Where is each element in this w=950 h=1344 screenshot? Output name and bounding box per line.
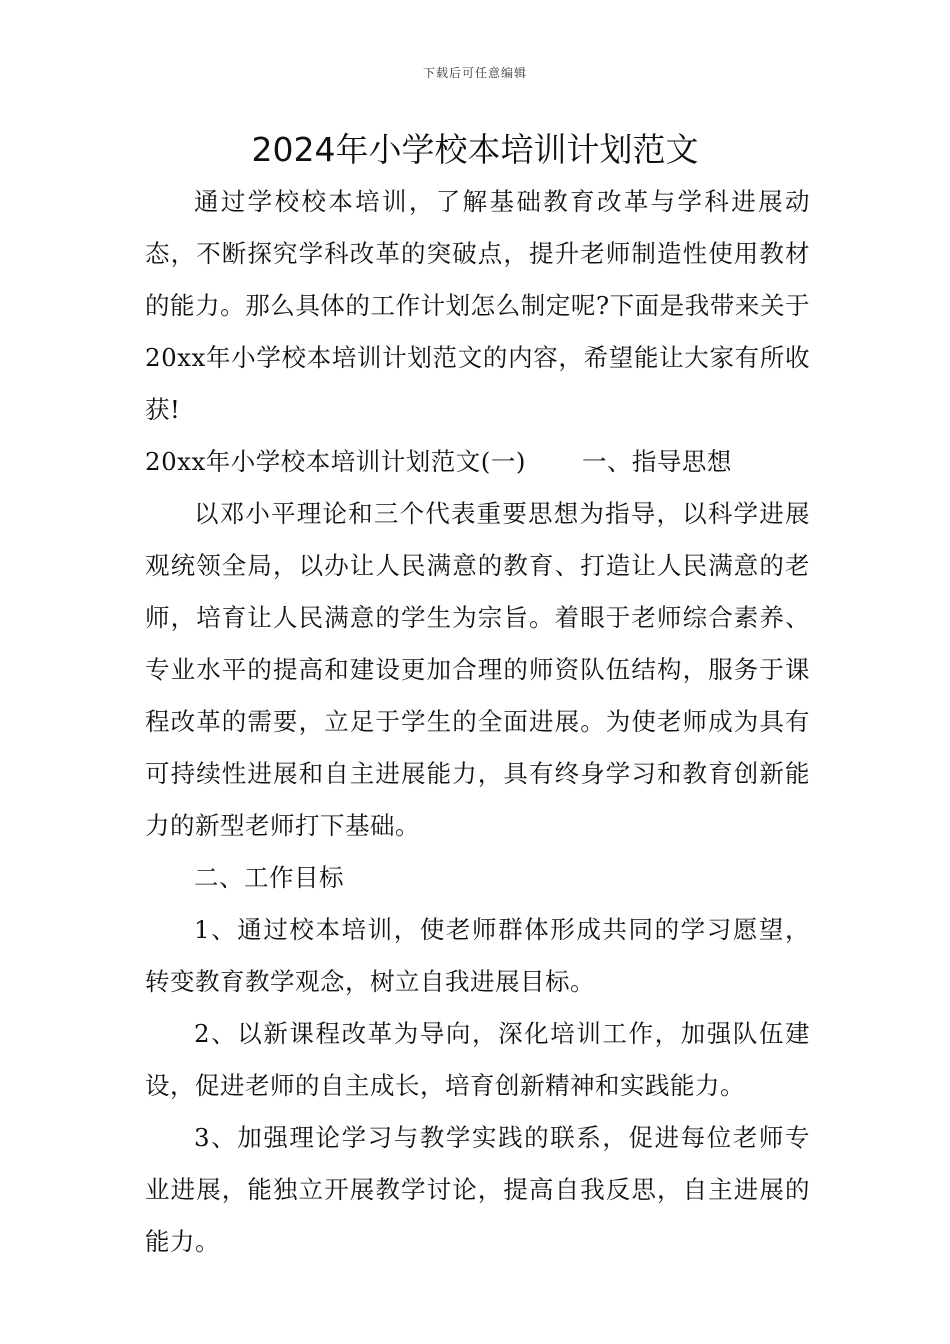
section-heading: 20xx年小学校本培训计划范文(一) (145, 447, 526, 476)
section-one-heading: 一、指导思想 (581, 447, 732, 476)
intro-paragraph: 通过学校校本培训，了解基础教育改革与学科进展动态，不断探究学科改革的突破点，提升老师制造性使用教材的能力。那么具体的工作计划怎么制定呢?下面是我带来关于20xx年小学校本培训计划范文的内容，希望能让大家有所收获! (145, 187, 810, 424)
goal-1-paragraph: 1、通过校本培训，使老师群体形成共同的学习愿望，转变教育教学观念，树立自我进展目标。 (145, 915, 810, 996)
guiding-thought-paragraph: 以邓小平理论和三个代表重要思想为指导，以科学进展观统领全局，以办让人民满意的教育、打造让人民满意的老师，培育让人民满意的学生为宗旨。着眼于老师综合素养、专业水平的提高和建设更加合理的师资队伍结构，服务于课程改革的需要，立足于学生的全面进展。为使老师成为具有可持续性进展和自主进展能力，具有终身学习和教育创新能力的新型老师打下基础。 (145, 499, 810, 840)
section-two-heading: 二、工作目标 (194, 863, 344, 892)
document-title: 2024年小学校本培训计划范文 (251, 130, 699, 169)
goal-2-paragraph: 2、以新课程改革为导向，深化培训工作，加强队伍建设，促进老师的自主成长，培育创新精神和实践能力。 (145, 1019, 810, 1100)
document-body (145, 176, 810, 1268)
header-note: 下载后可任意编辑 (422, 66, 527, 80)
goal-3-paragraph: 3、加强理论学习与教学实践的联系，促进每位老师专业进展，能独立开展教学讨论，提高自我反思，自主进展的能力。 (145, 1123, 810, 1256)
section-heading-line (145, 436, 810, 488)
